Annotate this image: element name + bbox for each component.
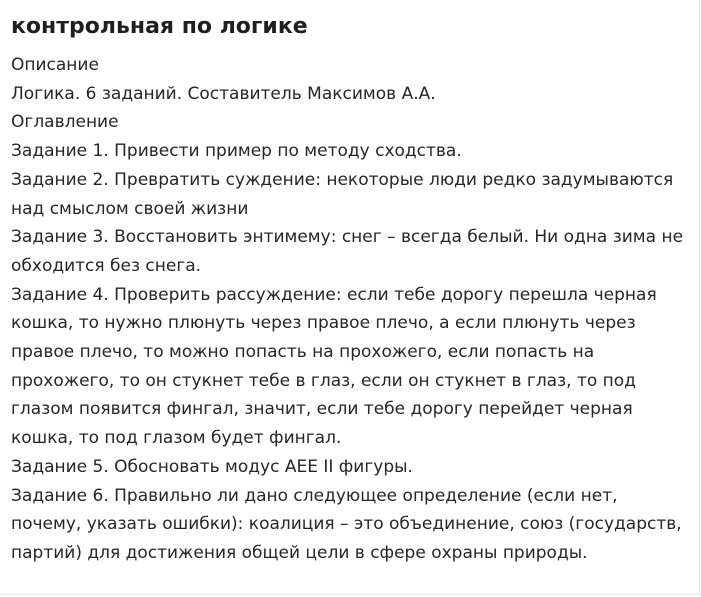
document-page: [1, 1, 700, 595]
task-6: Задание 6. Правильно ли дано следующее определение (если нет, почему, указать ошибки): коалиция – это объединение, союз (государств, партий) для достижения общей цели в сфере охраны природы.: [11, 485, 682, 563]
document-title: контрольная по логике: [11, 14, 308, 39]
task-4: Задание 4. Проверить рассуждение: если тебе дорогу перешла черная кошка, то нужно плюнуть через правое плечо, а если плюнуть через правое плечо, то можно попасть на прохожего, если попасть на прохожего, то он стукнет тебе в глаз, если он стукнет в глаз, то под глазом появится фингал, значит, если тебе дорогу перейдет черная кошка, то под глазом будет фингал.: [11, 284, 657, 449]
task-5: Задание 5. Обосновать модус АЕЕ II фигуры.: [11, 456, 413, 477]
description-heading: Описание: [11, 55, 99, 75]
task-3: Задание 3. Восстановить энтимему: снег – всегда белый. Ни одна зима не обходится без снега.: [11, 227, 684, 276]
task-2: Задание 2. Превратить суждение: некоторые люди редко задумываются над смыслом своей жизни: [11, 169, 674, 219]
task-1: Задание 1. Привести пример по методу сходства.: [11, 141, 462, 162]
toc-heading: Оглавление: [11, 112, 119, 133]
description-text: Логика. 6 заданий. Составитель Максимов А.А.: [11, 83, 436, 104]
